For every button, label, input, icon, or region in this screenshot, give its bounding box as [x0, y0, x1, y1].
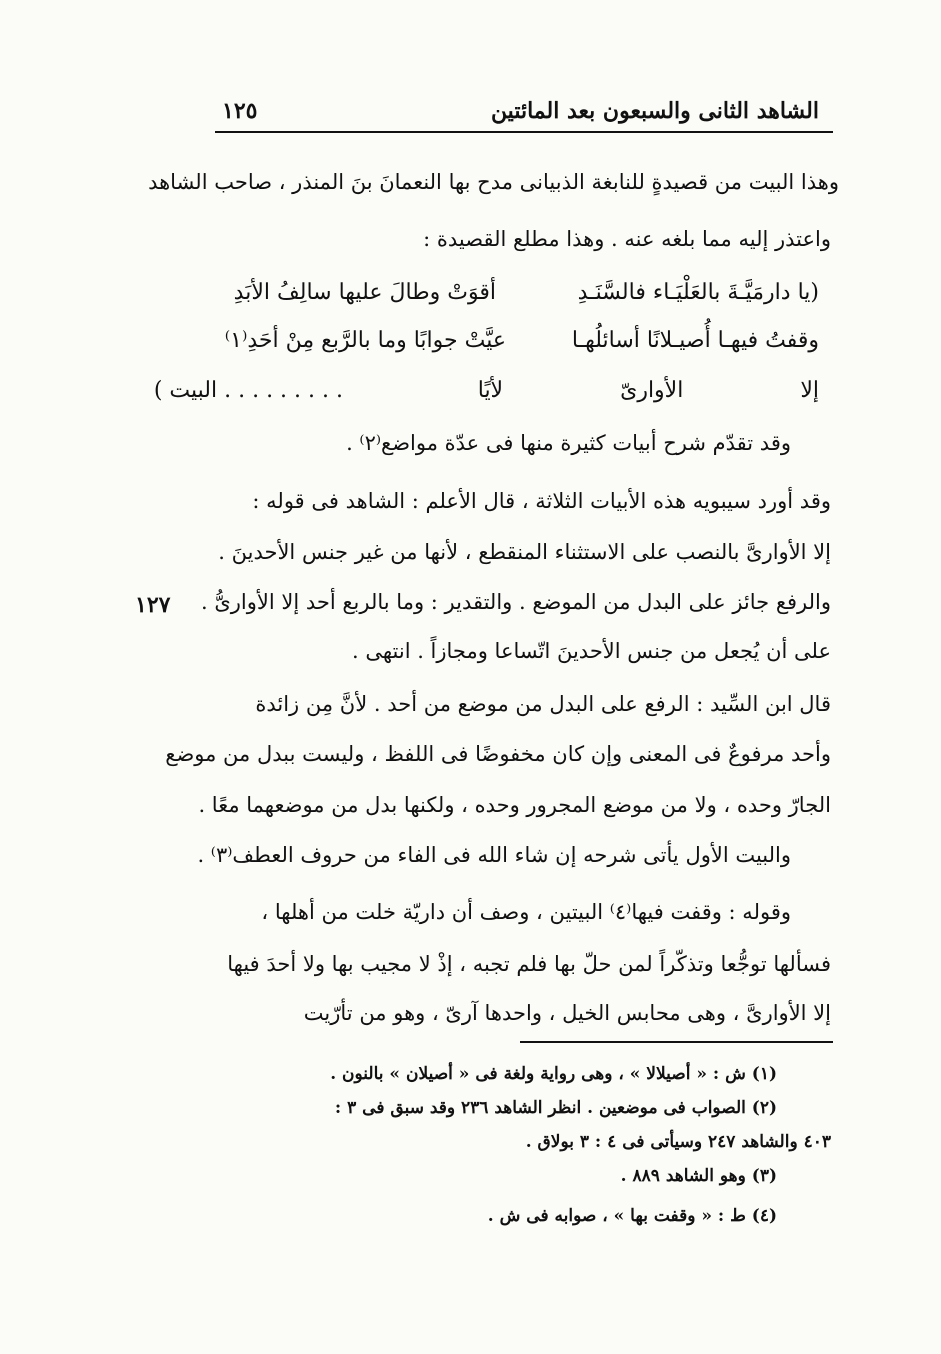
footnote: (٣) وهو الشاهد ٨٨٩ .	[620, 1166, 777, 1186]
body-line: قال ابن السِّيد : الرفع على البدل من موضع من أحد . لأنَّ مِن زائدة	[255, 692, 831, 716]
body-line: الجارّ وحده ، ولا من موضع المجرور وحده ، ولكنها بدل من موضعهما معًا .	[198, 793, 831, 817]
body-line: وقد تقدّم شرح أبيات كثيرة منها فى عدّة مواضع⁽٢⁾ .	[346, 431, 791, 455]
verse-hemistich-1: (يا دارمَيَّـةَ بالعَلْيَـاء فالسَّنَـدِ	[577, 280, 819, 305]
footnote: (٤) ط : « وقفت بها » ، صوابه فى ش .	[487, 1206, 777, 1226]
footnote: (٢) الصواب فى موضعين . انظر الشاهد ٢٣٦ وقد سبق فى ٣ :	[334, 1098, 777, 1118]
verse-hemistich-2: . . . . . . . . . البيت )	[153, 378, 343, 403]
page-number: ١٢٥	[222, 98, 258, 124]
verse-hemistich-2: أقوَتْ وطالَ عليها سالِفُ الأبَدِ	[233, 280, 496, 305]
running-title: الشاهد الثانى والسبعون بعد المائتين	[490, 98, 819, 124]
body-line: وقوله : وقفت فيها⁽٤⁾ البيتين ، وصف أن داريّة خلت من أهلها ،	[261, 900, 791, 924]
verse-hemistich-1: وقفتُ فيهـا أُصيـلانًا أسائلُهـا	[571, 328, 819, 353]
header-rule	[215, 131, 833, 133]
body-line: والرفع جائز على البدل من الموضع . والتقدير : وما بالربع أحد إلا الأوارىُّ .	[200, 590, 831, 614]
footnote: (١) ش : « أصيلالا » ، وهى رواية ولغة فى « أصيلان » بالنون .	[330, 1064, 777, 1084]
footnote-rule	[520, 1041, 833, 1043]
body-line: على أن يُجعل من جنس الأحدينَ اتّساعا ومجازاً . انتهى .	[351, 639, 831, 663]
footnote: ٤٠٣ والشاهد ٢٤٧ وسيأتى فى ٤ : ٣ بولاق .	[525, 1132, 831, 1152]
margin-note-number: ١٢٧	[135, 592, 171, 618]
verse-hemistich-1: إلا الأوارىّ لأيًا	[477, 378, 819, 403]
body-line: وهذا البيت من قصيدةٍ للنابغة الذبيانى مدح بها النعمانَ بنَ المنذر ، صاحب الشاهد	[148, 170, 839, 194]
body-line: وقد أورد سيبويه هذه الأبيات الثلاثة ، قال الأعلم : الشاهد فى قوله :	[252, 489, 831, 513]
body-line: والبيت الأول يأتى شرحه إن شاء الله فى الفاء من حروف العطف⁽٣⁾ .	[197, 843, 791, 867]
verse-hemistich-2: عيَّتْ جوابًا وما بالرَّبع مِنْ أحَدِ⁽١⁾	[224, 328, 506, 353]
body-line: واعتذر إليه مما بلغه عنه . وهذا مطلع القصيدة :	[423, 227, 831, 251]
body-line: إلا الأوارىَّ ، وهى محابس الخيل ، واحدها آرىّ ، وهو من تأرّيت	[303, 1001, 831, 1025]
body-line: فسألها توجُّعا وتذكّراً لمن حلّ بها فلم تجبه ، إذْ لا مجيب بها ولا أحدَ فيها	[227, 952, 831, 976]
body-line: وأحد مرفوعٌ فى المعنى وإن كان مخفوضًا فى اللفظ ، وليست ببدل من موضع	[165, 742, 831, 766]
body-line: إلا الأوارىَّ بالنصب على الاستثناء المنقطع ، لأنها من غير جنس الأحدينَ .	[218, 540, 831, 564]
